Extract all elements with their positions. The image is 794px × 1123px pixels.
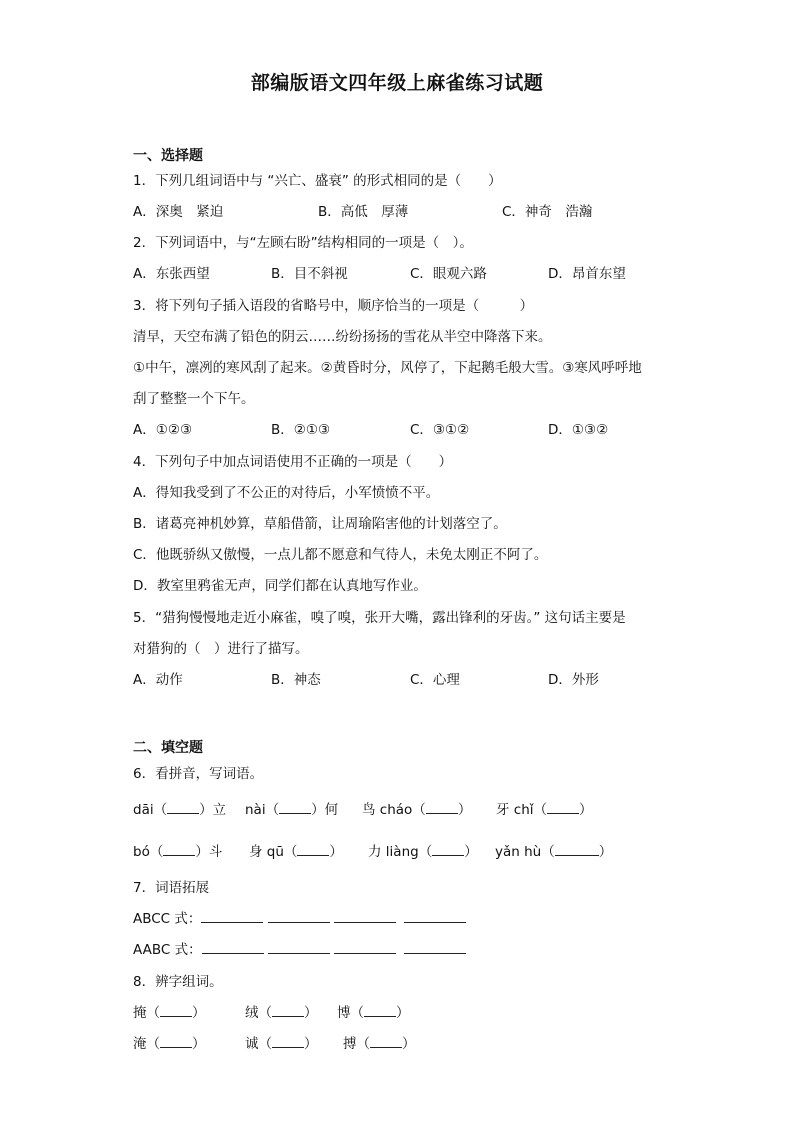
page-title: 部编版语文四年级上麻雀练习试题 [250, 72, 544, 94]
question-3-stem: 3．将下列句子插入语段的省略号中，顺序恰当的一项是（ ） [133, 298, 534, 314]
question-4-option-c: C．他既骄纵又傲慢，一点儿都不愿意和气待人，未免太刚正不阿了。 [133, 547, 548, 563]
question-2-option-a: A．东张西望 [133, 266, 210, 282]
answer-blank[interactable] [202, 940, 264, 954]
answer-blank[interactable] [279, 800, 311, 814]
question-5-option-b: B．神态 [271, 672, 321, 688]
answer-blank[interactable] [404, 940, 466, 954]
question-5-option-c: C．心理 [410, 672, 460, 688]
answer-blank[interactable] [370, 1034, 402, 1048]
question-3-option-d: D．①③② [548, 422, 609, 438]
answer-blank[interactable] [297, 842, 329, 856]
answer-blank[interactable] [160, 1003, 192, 1017]
answer-blank[interactable] [201, 909, 263, 923]
question-3-sentences-line2: 刮了整整一个下午。 [133, 391, 255, 407]
answer-blank[interactable] [163, 842, 195, 856]
question-5-option-a: A．动作 [133, 672, 183, 688]
answer-blank[interactable] [272, 1034, 304, 1048]
question-5-option-d: D．外形 [548, 672, 599, 688]
char-item: 搏（ ） [343, 1036, 416, 1052]
answer-blank[interactable] [268, 940, 330, 954]
pinyin-item: 鸟 cháo（ ） [362, 802, 472, 818]
question-5-stem-line2: 对猎狗的（ ）进行了描写。 [133, 641, 309, 657]
pinyin-item: 力 liàng（ ） [368, 844, 478, 860]
char-item: 淹（ ） [133, 1036, 206, 1052]
question-4-stem: 4．下列句子中加点词语使用不正确的一项是（ ） [133, 454, 453, 470]
section-heading-fill: 二、填空题 [133, 740, 203, 756]
question-3-sentences-line1: ①中午，凛冽的寒风刮了起来。②黄昏时分，风停了，下起鹅毛般大雪。③寒风呼呼地 [133, 360, 642, 376]
question-1-option-c: C．神奇 浩瀚 [502, 204, 593, 220]
pinyin-item: nài（ ）何 [245, 802, 339, 818]
question-1-stem: 1．下列几组词语中与 “兴亡、盛衰” 的形式相同的是（ ） [133, 173, 502, 189]
question-6-stem: 6．看拼音，写词语。 [133, 766, 264, 782]
abcc-label: ABCC 式： [133, 911, 202, 927]
question-3-option-c: C．③①② [410, 422, 470, 438]
question-4-option-a: A．得知我受到了不公正的对待后，小军愤愤不平。 [133, 485, 440, 501]
question-4-option-b: B．诸葛亮神机妙算，草船借箭，让周瑜陷害他的计划落空了。 [133, 516, 507, 532]
abcc-row [133, 909, 466, 929]
answer-blank[interactable] [555, 842, 599, 856]
answer-blank[interactable] [334, 940, 396, 954]
pinyin-item: yǎn hù（ ） [495, 844, 613, 860]
question-5-stem-line1: 5．“猎狗慢慢地走近小麻雀，嗅了嗅，张开大嘴，露出锋利的牙齿。” 这句话主要是 [133, 610, 626, 626]
char-item: 掩（ ） [133, 1005, 206, 1021]
pinyin-item: bó（ ）斗 [133, 844, 223, 860]
section-heading-choice: 一、选择题 [133, 148, 203, 164]
answer-blank[interactable] [160, 1034, 192, 1048]
aabc-label: AABC 式： [133, 942, 202, 958]
pinyin-item: 牙 chǐ（ ） [496, 802, 593, 818]
answer-blank[interactable] [364, 1003, 396, 1017]
char-item: 诚（ ） [245, 1036, 318, 1052]
question-3-option-a: A．①②③ [133, 422, 193, 438]
answer-blank[interactable] [272, 1003, 304, 1017]
question-3-option-b: B．②①③ [271, 422, 331, 438]
answer-blank[interactable] [334, 909, 396, 923]
pinyin-item: dāi（ ）立 [133, 802, 227, 818]
answer-blank[interactable] [426, 800, 458, 814]
aabc-row [133, 940, 466, 960]
answer-blank[interactable] [167, 800, 199, 814]
question-2-option-b: B．目不斜视 [271, 266, 348, 282]
question-2-option-c: C．眼观六路 [410, 266, 487, 282]
char-item: 博（ ） [337, 1005, 410, 1021]
question-7-stem: 7．词语拓展 [133, 880, 210, 896]
pinyin-item: 身 qū（ ） [249, 844, 343, 860]
question-3-passage: 清早，天空布满了铅色的阴云……纷纷扬扬的雪花从半空中降落下来。 [133, 329, 552, 345]
question-2-stem: 2．下列词语中，与“左顾右盼”结构相同的一项是（ ）。 [133, 235, 473, 251]
question-1-option-b: B．高低 厚薄 [318, 204, 409, 220]
question-1-option-a: A．深奥 紧迫 [133, 204, 224, 220]
answer-blank[interactable] [404, 909, 466, 923]
question-2-option-d: D．昂首东望 [548, 266, 626, 282]
question-8-stem: 8．辨字组词。 [133, 974, 223, 990]
answer-blank[interactable] [268, 909, 330, 923]
answer-blank[interactable] [432, 842, 464, 856]
char-item: 绒（ ） [245, 1005, 318, 1021]
answer-blank[interactable] [547, 800, 579, 814]
question-4-option-d: D．教室里鸦雀无声，同学们都在认真地写作业。 [133, 578, 427, 594]
